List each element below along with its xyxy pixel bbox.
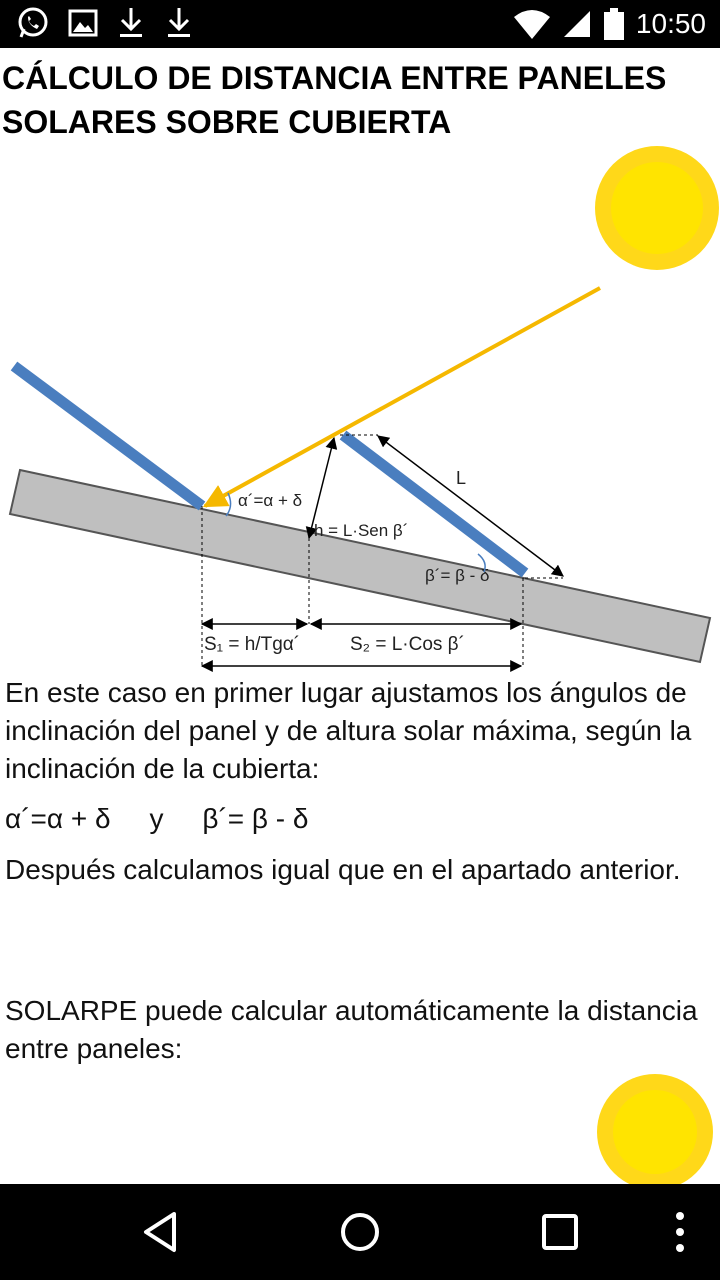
back-icon[interactable] [136,1208,184,1256]
cell-signal-icon [562,9,592,39]
paragraph-calc: Después calculamos igual que en el apartado anterior. [5,854,681,885]
wifi-icon [514,9,550,39]
download-icon [164,6,194,40]
recents-icon[interactable] [536,1208,584,1256]
label-h: h = L·Sen β´ [314,521,409,540]
formula-line: α´=α + δ y β´= β - δ [5,803,309,834]
battery-icon [604,8,624,40]
gallery-icon [68,8,98,38]
panel-distance-diagram [0,138,720,678]
paragraph-intro: En este caso en primer lugar ajustamos los ángulos de inclinación del panel y de altura solar máxima, según la inclinación de la cubierta: [5,677,692,784]
home-icon[interactable] [336,1208,384,1256]
label-s2: S₂ = L·Cos β´ [350,634,465,655]
clock: 10:50 [635,8,706,39]
whatsapp-icon [16,6,50,40]
article-content[interactable] [0,48,720,1184]
label-beta: β´= β - δ [425,566,490,585]
sun-icon [595,146,719,270]
label-alpha: α´=α + δ [238,491,303,510]
navigation-bar [0,1184,720,1280]
page-title: CÁLCULO DE DISTANCIA ENTRE PANELES SOLARES SOBRE CUBIERTA [2,60,667,140]
download-icon [116,6,146,40]
overflow-menu-icon[interactable] [656,1208,704,1256]
paragraph-solarpe: SOLARPE puede calcular automáticamente la distancia entre paneles: [5,995,698,1064]
status-bar [0,0,720,48]
sun-icon [580,1074,720,1184]
label-s1: S₁ = h/Tgα´ [204,634,301,655]
label-l: L [456,468,467,488]
